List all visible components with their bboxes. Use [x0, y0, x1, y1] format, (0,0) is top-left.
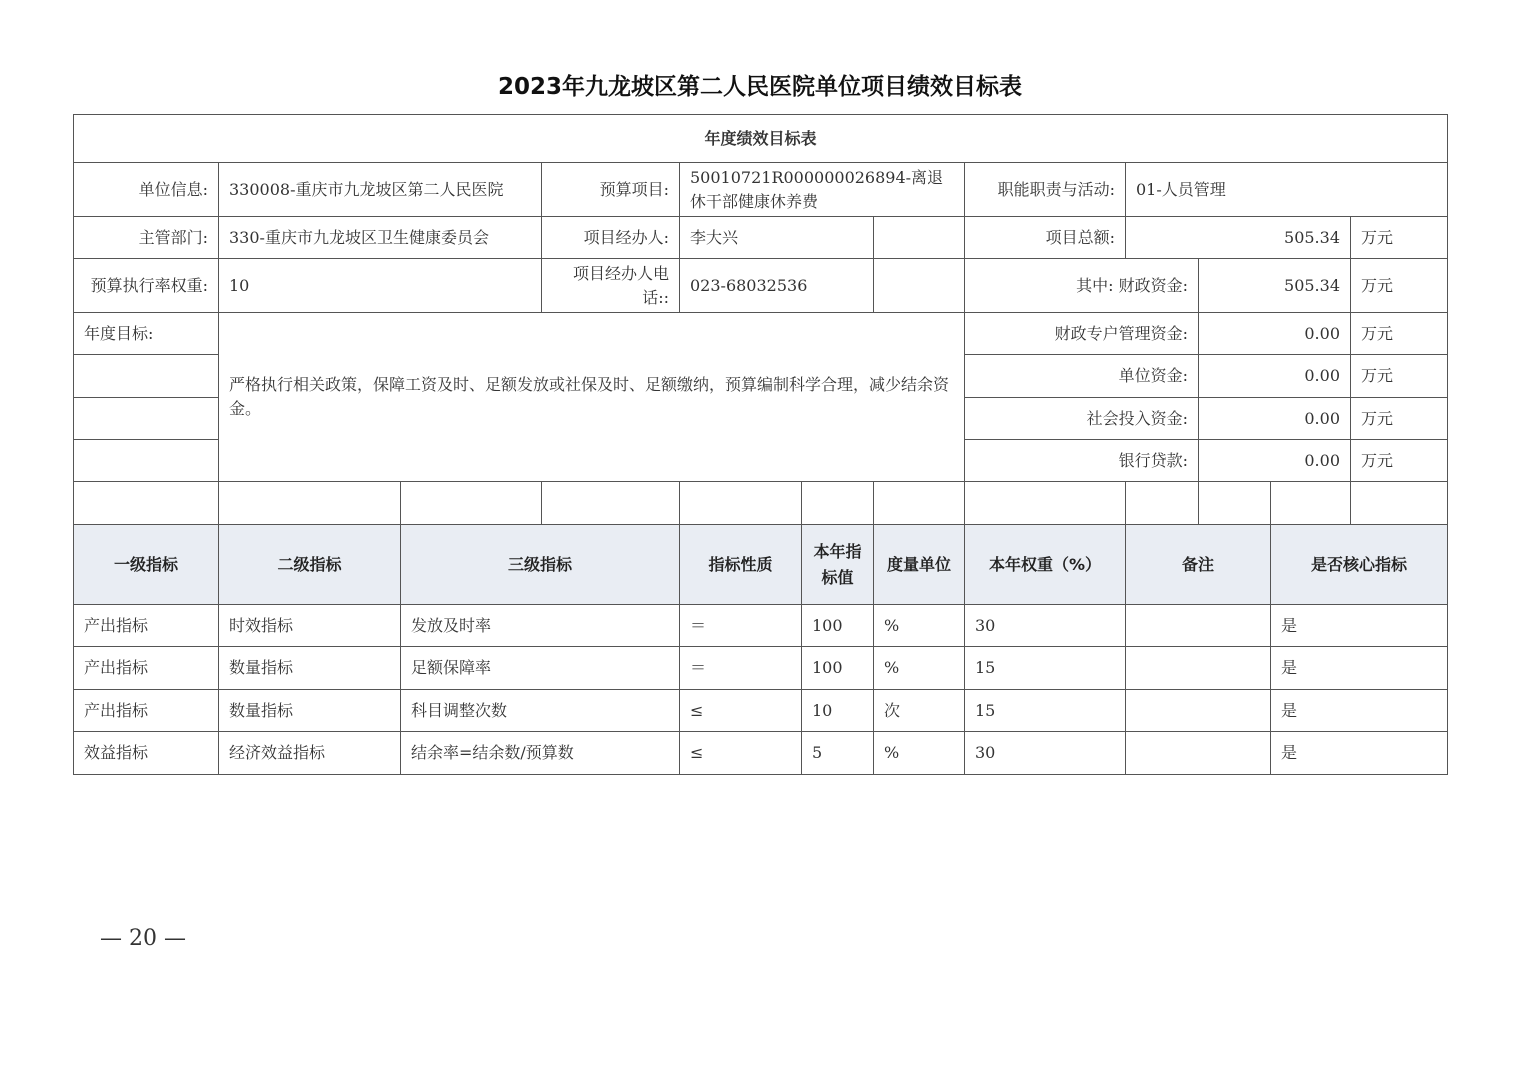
special-value: 0.00: [1199, 313, 1351, 355]
table-row: [74, 732, 1448, 775]
table-row: [74, 605, 1448, 647]
level1-cell: 产出指标: [74, 605, 219, 647]
empty-cell: [74, 355, 219, 398]
empty-cell: [74, 398, 219, 440]
unit-value: 330008-重庆市九龙坡区第二人民医院: [219, 163, 542, 217]
manager-label: 项目经办人:: [542, 217, 680, 259]
loan-value: 0.00: [1199, 440, 1351, 482]
core-cell: 是: [1271, 690, 1448, 732]
social-label: 社会投入资金:: [965, 398, 1199, 440]
level3-cell: 科目调整次数: [401, 690, 680, 732]
unit-cell: %: [874, 605, 965, 647]
table-header: 年度绩效目标表: [74, 115, 1448, 163]
nature-cell: ≤: [680, 732, 802, 775]
target-value-cell: 10: [802, 690, 874, 732]
unit-label: 单位信息:: [74, 163, 219, 217]
level1-cell: 效益指标: [74, 732, 219, 775]
page-number: — 20 —: [100, 926, 186, 951]
unitfund-unit: 万元: [1351, 355, 1448, 398]
column-header: 一级指标: [74, 525, 219, 605]
nature-cell: ≤: [680, 690, 802, 732]
phone-value: 023-68032536: [680, 259, 874, 313]
unitfund-value: 0.00: [1199, 355, 1351, 398]
core-cell: 是: [1271, 732, 1448, 775]
performance-table: [73, 114, 1448, 775]
goal-label: 年度目标:: [74, 313, 219, 355]
empty-cell: [874, 259, 965, 313]
column-header: 指标性质: [680, 525, 802, 605]
level2-cell: 时效指标: [219, 605, 401, 647]
target-value-cell: 100: [802, 605, 874, 647]
weight-cell: 15: [965, 690, 1126, 732]
fiscal-label: 其中: 财政资金:: [965, 259, 1199, 313]
duty-value: 01-人员管理: [1126, 163, 1448, 217]
dept-label: 主管部门:: [74, 217, 219, 259]
budget-value: 50010721R000000026894-离退休干部健康休养费: [680, 163, 965, 217]
column-header: 备注: [1126, 525, 1271, 605]
column-header: 度量单位: [874, 525, 965, 605]
level3-cell: 发放及时率: [401, 605, 680, 647]
level2-cell: 经济效益指标: [219, 732, 401, 775]
column-header: 三级指标: [401, 525, 680, 605]
loan-label: 银行贷款:: [965, 440, 1199, 482]
exec-label: 预算执行率权重:: [74, 259, 219, 313]
total-unit: 万元: [1351, 217, 1448, 259]
unit-cell: 次: [874, 690, 965, 732]
level3-cell: 足额保障率: [401, 647, 680, 690]
weight-cell: 30: [965, 605, 1126, 647]
document-title: 2023年九龙坡区第二人民医院单位项目绩效目标表: [497, 74, 1022, 100]
table-row: [74, 690, 1448, 732]
column-header: 二级指标: [219, 525, 401, 605]
social-unit: 万元: [1351, 398, 1448, 440]
weight-cell: 15: [965, 647, 1126, 690]
manager-value: 李大兴: [680, 217, 874, 259]
fiscal-unit: 万元: [1351, 259, 1448, 313]
level1-cell: 产出指标: [74, 690, 219, 732]
core-cell: 是: [1271, 647, 1448, 690]
column-header-row: [74, 525, 1448, 605]
social-value: 0.00: [1199, 398, 1351, 440]
special-unit: 万元: [1351, 313, 1448, 355]
loan-unit: 万元: [1351, 440, 1448, 482]
level1-cell: 产出指标: [74, 647, 219, 690]
nature-cell: ＝: [680, 605, 802, 647]
level3-cell: 结余率=结余数/预算数: [401, 732, 680, 775]
table-row: [74, 647, 1448, 690]
special-label: 财政专户管理资金:: [965, 313, 1199, 355]
exec-value: 10: [219, 259, 542, 313]
column-header: 本年权重（%）: [965, 525, 1126, 605]
budget-label: 预算项目:: [542, 163, 680, 217]
nature-cell: ＝: [680, 647, 802, 690]
duty-label: 职能职责与活动:: [965, 163, 1126, 217]
core-cell: 是: [1271, 605, 1448, 647]
column-header: 本年指标值: [802, 525, 874, 605]
column-header: 是否核心指标: [1271, 525, 1448, 605]
remark-cell: [1126, 647, 1271, 690]
empty-cell: [874, 217, 965, 259]
total-label: 项目总额:: [965, 217, 1126, 259]
dept-value: 330-重庆市九龙坡区卫生健康委员会: [219, 217, 542, 259]
level2-cell: 数量指标: [219, 647, 401, 690]
target-value-cell: 100: [802, 647, 874, 690]
remark-cell: [1126, 605, 1271, 647]
remark-cell: [1126, 732, 1271, 775]
remark-cell: [1126, 690, 1271, 732]
fiscal-value: 505.34: [1199, 259, 1351, 313]
level2-cell: 数量指标: [219, 690, 401, 732]
spacer-row: [74, 482, 1448, 525]
weight-cell: 30: [965, 732, 1126, 775]
phone-label: 项目经办人电话::: [542, 259, 680, 313]
target-value-cell: 5: [802, 732, 874, 775]
unit-cell: %: [874, 732, 965, 775]
empty-cell: [74, 440, 219, 482]
unitfund-label: 单位资金:: [965, 355, 1199, 398]
goal-text: 严格执行相关政策，保障工资及时、足额发放或社保及时、足额缴纳，预算编制科学合理，减少结余资金。: [219, 313, 965, 482]
total-value: 505.34: [1126, 217, 1351, 259]
unit-cell: %: [874, 647, 965, 690]
